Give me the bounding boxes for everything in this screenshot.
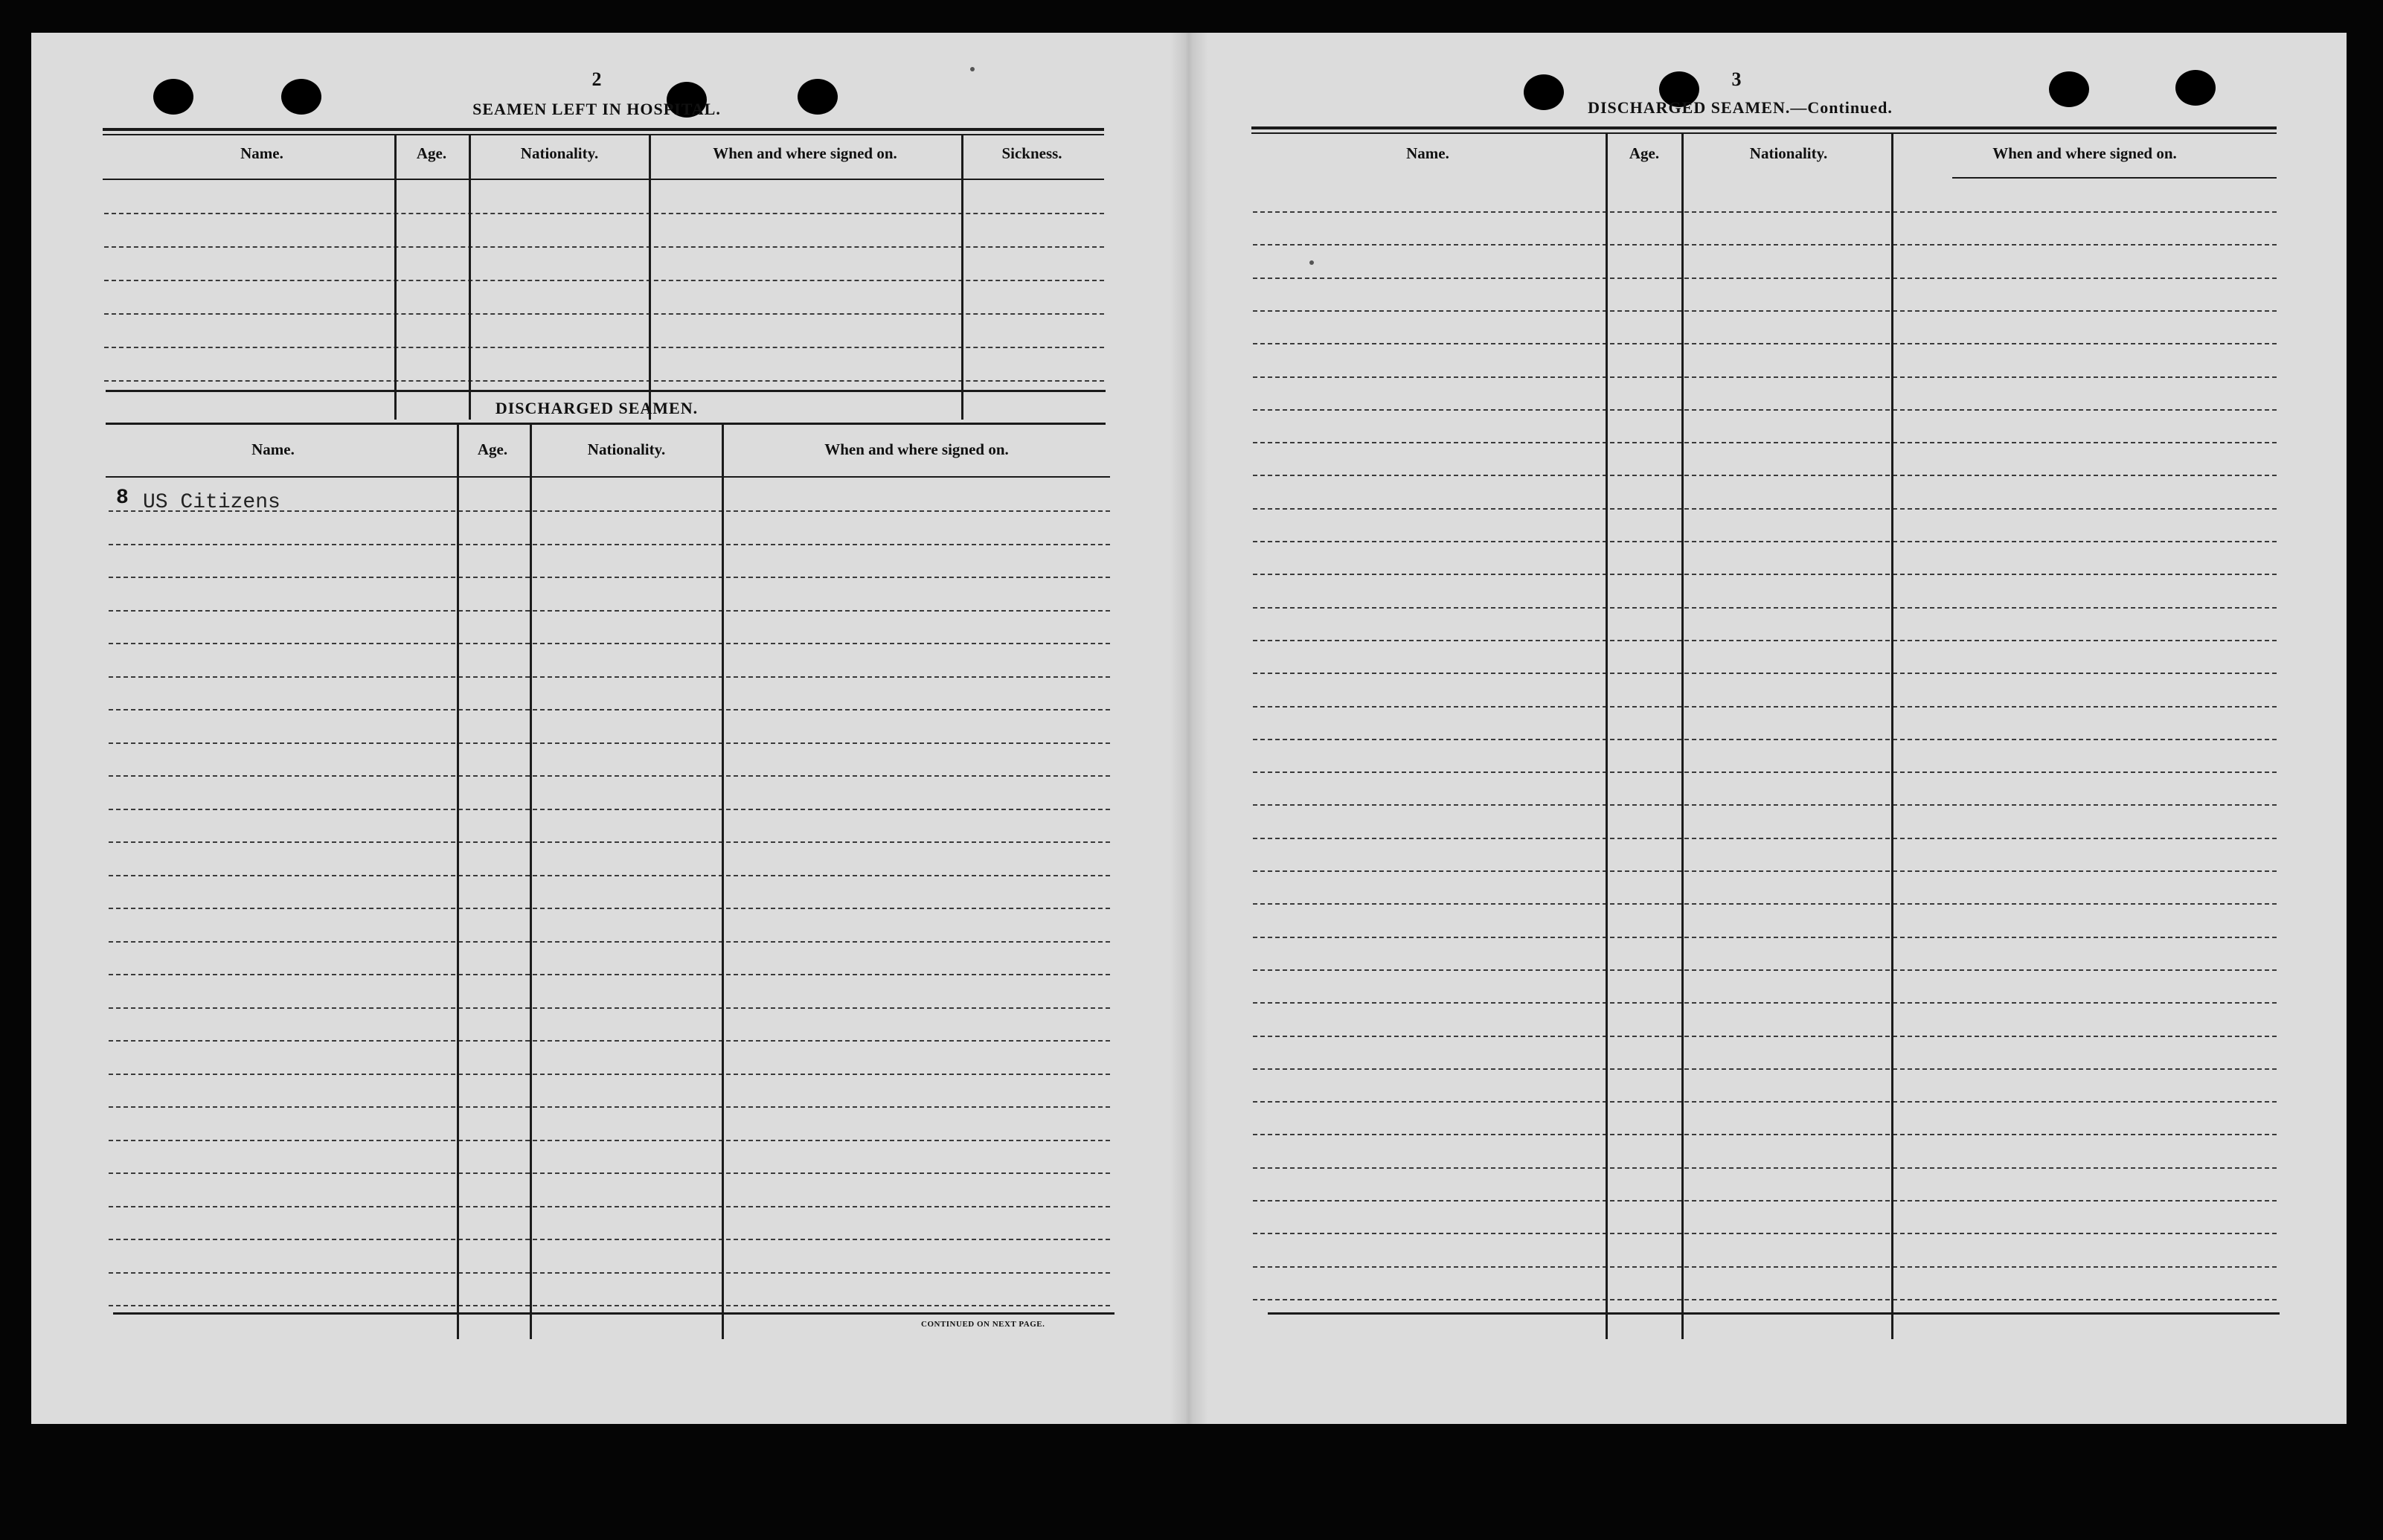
ruled-line [1253,541,2277,542]
ruled-line [109,1272,1110,1274]
ruled-line [109,1074,1110,1075]
ruled-line [109,577,1110,578]
paper-sheet [31,33,2347,1424]
ruled-line [1253,706,2277,708]
entry-count: 8 [116,487,129,510]
left-page [31,33,1170,1424]
ruled-line [109,1007,1110,1009]
page-number: 2 [591,68,602,90]
col-head-age: Age. [477,440,508,458]
ruled-line [1253,574,2277,575]
col-head-name: Name. [240,144,283,162]
col-head-nationality: Nationality. [1749,144,1828,162]
ruled-line [109,610,1110,612]
ruled-line [109,1239,1110,1240]
header-underline [106,476,1110,478]
ruled-line [109,643,1110,644]
ruled-line [1253,508,2277,510]
col-head-nationality: Nationality. [587,440,666,458]
section-rule [106,390,1106,392]
col-head-age: Age. [416,144,447,162]
ruled-line [104,313,1104,315]
col-head-signed-on: When and where signed on. [824,440,1009,458]
col-head-signed-on: When and where signed on. [1992,144,2177,162]
column-divider [469,135,471,420]
col-head-signed-on: When and where signed on. [713,144,897,162]
column-divider [530,424,532,1339]
ruled-line [109,676,1110,678]
col-head-name: Name. [251,440,295,458]
ruled-line [109,908,1110,909]
ruled-line [109,1040,1110,1042]
column-divider [1891,134,1893,1339]
column-divider [394,135,397,420]
ruled-line [109,742,1110,744]
ruled-line [1253,771,2277,773]
col-head-name: Name. [1406,144,1449,162]
ruled-line [1253,277,2277,279]
ruled-line [1253,1002,2277,1004]
column-divider [649,135,651,420]
ruled-line [109,775,1110,777]
ruled-line [1253,870,2277,872]
entry-text: US Citizens [143,491,280,514]
col-head-nationality: Nationality. [520,144,599,162]
ruled-line [1253,376,2277,378]
column-divider [457,424,459,1339]
ruled-line [1253,1167,2277,1169]
ruled-line [109,1305,1110,1306]
continued-note: CONTINUED ON NEXT PAGE. [921,1320,1045,1329]
top-rule [103,128,1104,131]
ruled-line [1253,1266,2277,1268]
col-head-age: Age. [1629,144,1660,162]
ruled-line [109,1206,1110,1207]
ruled-line [109,809,1110,810]
page-number: 3 [1731,68,1742,90]
header-rule [103,134,1104,135]
ruled-line [109,1172,1110,1174]
header-rule [1251,132,2277,134]
ruled-line [1253,475,2277,476]
col-head-sickness: Sickness. [1001,144,1062,162]
ruled-line [1253,1101,2277,1103]
ruled-line [1253,1200,2277,1201]
bottom-rule [113,1312,1114,1315]
header-underline [1952,177,2277,179]
ruled-line [109,875,1110,876]
ruled-line [1253,937,2277,938]
ruled-line [1253,1036,2277,1037]
ruled-line [1253,673,2277,674]
ruled-line [1253,211,2277,213]
page-fold [1170,33,1208,1424]
ruled-line [104,347,1104,348]
header-underline [103,179,1104,180]
ruled-line [1253,310,2277,312]
column-divider [1606,134,1608,1339]
ruled-line [1253,1299,2277,1300]
column-divider [961,135,963,420]
discharged-section-title: DISCHARGED SEAMEN. [495,399,699,417]
ruled-line [109,1140,1110,1141]
right-page [1208,33,2347,1424]
ruled-line [1253,607,2277,609]
ruled-line [1253,244,2277,246]
top-rule [1251,126,2277,129]
bottom-rule [1268,1312,2280,1315]
ruled-line [1253,903,2277,905]
ruled-line [1253,442,2277,443]
ruled-line [104,213,1104,214]
ruled-line [109,709,1110,710]
ruled-line [104,280,1104,281]
ruled-line [109,1106,1110,1108]
ruled-line [1253,1068,2277,1070]
ruled-line [1253,969,2277,971]
section-rule [106,423,1106,425]
discharged-continued-title: DISCHARGED SEAMEN.—Continued. [1588,98,1893,117]
ruled-line [1253,804,2277,806]
ruled-line [1253,343,2277,344]
ruled-line [1253,1233,2277,1234]
ruled-line [1253,1134,2277,1135]
ruled-line [1253,838,2277,839]
ruled-line [1253,409,2277,411]
hospital-section-title: SEAMEN LEFT IN HOSPITAL. [472,100,721,118]
ruled-line [109,941,1110,943]
column-divider [722,424,724,1339]
ruled-line [1253,739,2277,740]
ruled-line [109,544,1110,545]
ruled-line [109,974,1110,975]
ruled-line [104,380,1104,382]
ruled-line [1253,640,2277,641]
column-divider [1681,134,1684,1339]
ruled-line [104,246,1104,248]
ruled-line [109,841,1110,843]
